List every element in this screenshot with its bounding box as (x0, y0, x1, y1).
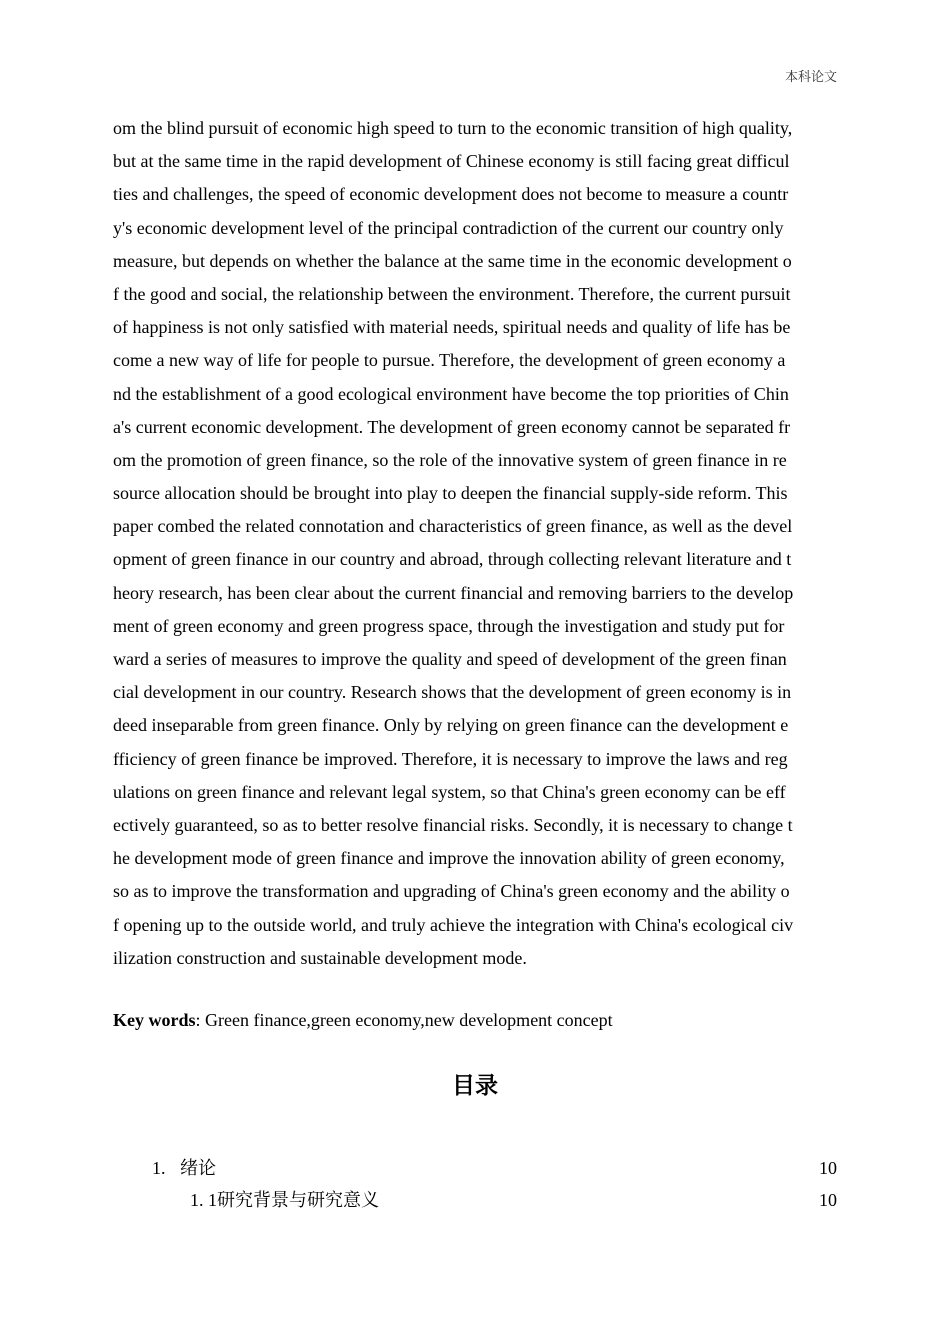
abstract-line: ulations on green finance and relevant legal system, so that China's green economy can be eff (113, 781, 786, 802)
abstract-line: deed inseparable from green finance. Only by relying on green finance can the development e (113, 715, 789, 736)
abstract-line: of happiness is not only satisfied with material needs, spiritual needs and quality of life has be (113, 317, 791, 338)
abstract-line: om the promotion of green finance, so the role of the innovative system of green finance in re (113, 449, 787, 470)
abstract-line: so as to improve the transformation and upgrading of China's green economy and the ability o (113, 881, 790, 902)
toc-title: 目录 (452, 1073, 498, 1099)
header-text: 本科论文 (784, 70, 837, 85)
abstract-line: f the good and social, the relationship between the environment. Therefore, the current pursuit (113, 283, 791, 304)
abstract-line: opment of green finance in our country and abroad, through collecting relevant literature and t (113, 549, 792, 570)
keywords (113, 1004, 843, 1037)
toc-entry-title: 研究背景与研究意义 (217, 1190, 379, 1211)
abstract-line: a's current economic development. The development of green economy cannot be separated fr (113, 416, 791, 437)
abstract-line: cial development in our country. Research shows that the development of green economy is in (113, 682, 792, 703)
abstract-line: f opening up to the outside world, and truly achieve the integration with China's ecological civ (113, 914, 794, 935)
abstract-line: nd the establishment of a good ecological environment have become the top priorities of Chin (113, 383, 789, 404)
abstract-line: heory research, has been clear about the current financial and removing barriers to the develop (113, 582, 794, 603)
abstract-line: paper combed the related connotation and characteristics of green finance, as well as the devel (113, 516, 793, 537)
abstract-line: measure, but depends on whether the balance at the same time in the economic development o (113, 250, 792, 271)
abstract-line: source allocation should be brought into play to deepen the financial supply-side reform. This (113, 483, 788, 504)
abstract-line: ectively guaranteed, so as to better resolve financial risks. Secondly, it is necessary to change t (113, 814, 793, 835)
toc-entry-page: 10 (819, 1158, 837, 1178)
toc-entry[interactable] (113, 1185, 837, 1215)
page-header (785, 66, 837, 85)
toc-entry-title: 绪论 (180, 1158, 216, 1179)
abstract-line: ward a series of measures to improve the quality and speed of development of the green finan (113, 649, 787, 669)
abstract-line: fficiency of green finance be improved. Therefore, it is necessary to improve the laws and reg (113, 748, 788, 769)
abstract-line: ties and challenges, the speed of economic development does not become to measure a countr (113, 184, 789, 205)
toc-entry-number: 1. 1 (190, 1190, 217, 1210)
abstract-line: om the blind pursuit of economic high speed to turn to the economic transition of high quality, (113, 118, 793, 138)
toc-entry-label (190, 1185, 379, 1216)
abstract-line: but at the same time in the rapid development of Chinese economy is still facing great difficul (113, 151, 790, 172)
abstract-line: ilization construction and sustainable development mode. (113, 947, 527, 968)
toc-entry-page: 10 (819, 1190, 837, 1210)
abstract-line: come a new way of life for people to pursue. Therefore, the development of green economy a (113, 350, 786, 371)
abstract-body (113, 112, 843, 975)
abstract-line: y's economic development level of the principal contradiction of the current our country only (113, 217, 784, 238)
keywords-text: : Green finance,green economy,new development concept (195, 1010, 613, 1030)
toc-entry[interactable] (113, 1153, 837, 1183)
toc-entry-number: 1. (152, 1158, 166, 1178)
abstract-line: ment of green economy and green progress space, through the investigation and study put for (113, 615, 785, 636)
keywords-label: Key words (113, 1010, 196, 1030)
abstract-line: he development mode of green finance and improve the innovation ability of green economy, (113, 848, 785, 869)
toc-entry-label (152, 1153, 216, 1184)
